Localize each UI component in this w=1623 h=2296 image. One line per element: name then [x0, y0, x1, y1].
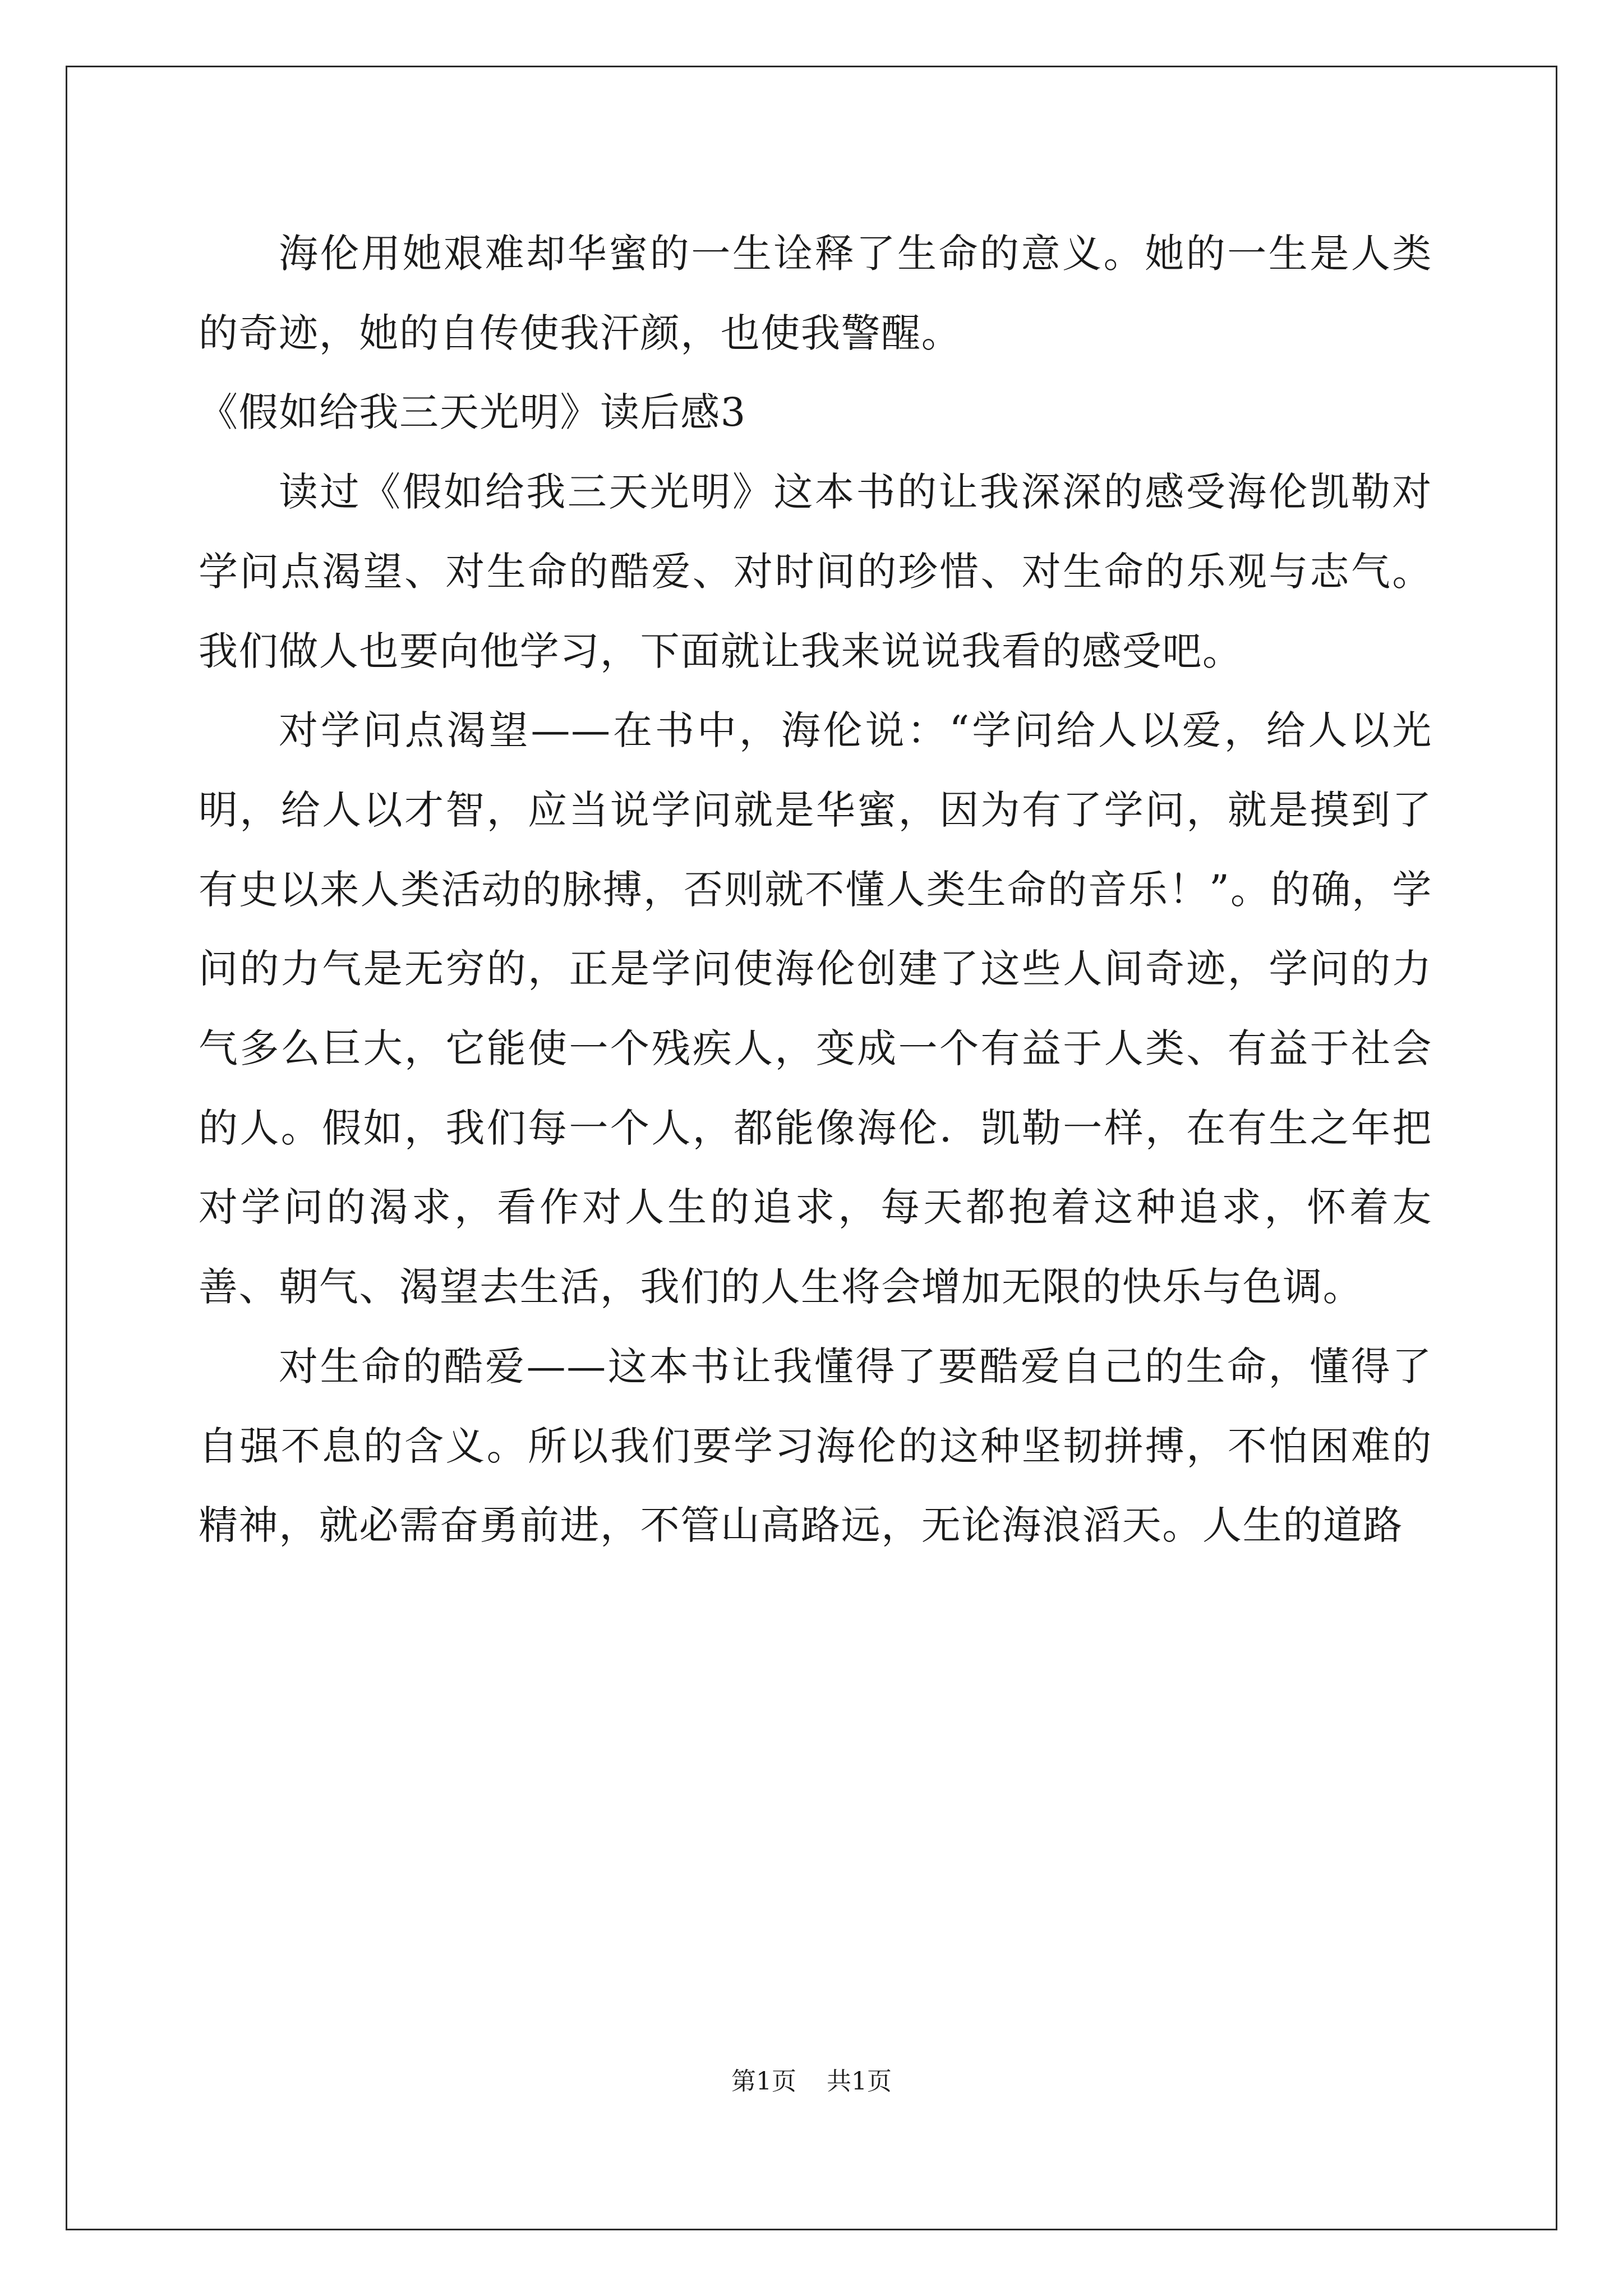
page-total: 共1页 — [827, 2067, 892, 2096]
paragraph-knowledge: 对学问点渴望——在书中，海伦说：“学问给人以爱，给人以光明，给人以才智，应当说学问就是华蜜，因为有了学问，就是摸到了有史以来人类活动的脉搏，否则就不懂人类生命的音乐！”。的确，学问的力气是无穷的，正是学问使海伦创建了这些人间奇迹，学问的力气多么巨大，它能使一个残疾人，变成一个有益于人类、有益于社会的人。假如，我们每一个人，都能像海伦．凯勒一样，在有生之年把对学问的渴求，看作对人生的追求，每天都抱着这种追求，怀着友善、朝气、渴望去生活，我们的人生将会增加无限的快乐与色调。 — [199, 707, 1432, 1310]
page-number: 第1页 — [731, 2067, 796, 2096]
page-footer — [0, 2065, 1623, 2099]
document-body — [199, 214, 1432, 1566]
paragraph-intro: 读过《假如给我三天光明》这本书的让我深深的感受海伦凯勒对学问点渴望、对生命的酷爱、对时间的珍惜、对生命的乐观与志气。我们做人也要向他学习，下面就让我来说说我看的感受吧。 — [199, 469, 1432, 674]
paragraph-conclusion: 海伦用她艰难却华蜜的一生诠释了生命的意义。她的一生是人类的奇迹，她的自传使我汗颜，也使我警醒。 — [199, 231, 1432, 356]
section-heading: 《假如给我三天光明》读后感3 — [199, 389, 746, 436]
paragraph-life: 对生命的酷爱——这本书让我懂得了要酷爱自己的生命，懂得了自强不息的含义。所以我们要学习海伦的这种坚韧拼搏，不怕困难的精神，就必需奋勇前进，不管山高路远，无论海浪滔天。人生的道路 — [199, 1343, 1432, 1549]
